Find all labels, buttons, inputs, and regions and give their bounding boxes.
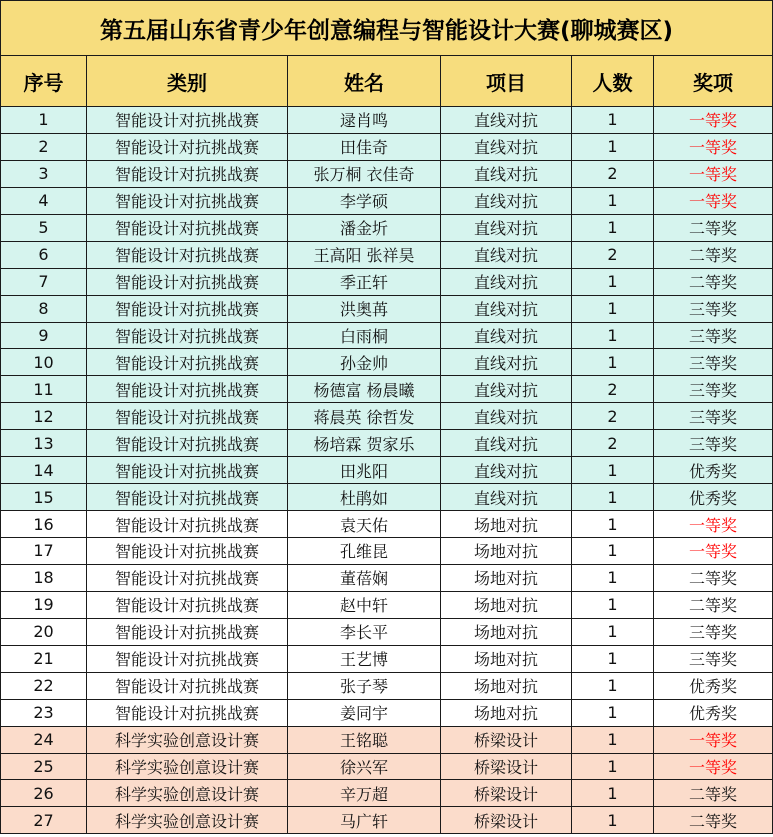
cell-award: 三等奖 — [654, 376, 773, 403]
cell-project: 直线对抗 — [441, 133, 572, 160]
cell-category: 智能设计对抗挑战赛 — [87, 133, 288, 160]
cell-name: 董蓓娴 — [288, 564, 441, 591]
table-title: 第五届山东省青少年创意编程与智能设计大赛(聊城赛区) — [1, 1, 773, 56]
cell-award: 三等奖 — [654, 645, 773, 672]
cell-name: 田佳奇 — [288, 133, 441, 160]
table-row — [1, 107, 773, 134]
table-row — [1, 511, 773, 538]
cell-no: 17 — [1, 538, 87, 565]
cell-count: 1 — [572, 780, 654, 807]
cell-project: 直线对抗 — [441, 241, 572, 268]
cell-project: 场地对抗 — [441, 645, 572, 672]
cell-name: 姜同宇 — [288, 699, 441, 726]
cell-project: 直线对抗 — [441, 160, 572, 187]
cell-award: 二等奖 — [654, 214, 773, 241]
cell-project: 直线对抗 — [441, 457, 572, 484]
cell-count: 1 — [572, 484, 654, 511]
table-body — [1, 107, 773, 834]
cell-category: 智能设计对抗挑战赛 — [87, 322, 288, 349]
cell-name: 田兆阳 — [288, 457, 441, 484]
cell-count: 1 — [572, 645, 654, 672]
cell-award: 一等奖 — [654, 538, 773, 565]
cell-count: 1 — [572, 672, 654, 699]
header-no: 序号 — [1, 56, 87, 107]
cell-count: 1 — [572, 133, 654, 160]
cell-name: 洪奥苒 — [288, 295, 441, 322]
cell-category: 科学实验创意设计赛 — [87, 726, 288, 753]
cell-category: 智能设计对抗挑战赛 — [87, 484, 288, 511]
cell-name: 徐兴军 — [288, 753, 441, 780]
cell-category: 智能设计对抗挑战赛 — [87, 403, 288, 430]
cell-category: 科学实验创意设计赛 — [87, 807, 288, 834]
cell-count: 2 — [572, 160, 654, 187]
cell-project: 场地对抗 — [441, 511, 572, 538]
cell-project: 桥梁设计 — [441, 753, 572, 780]
cell-project: 桥梁设计 — [441, 726, 572, 753]
cell-name: 袁天佑 — [288, 511, 441, 538]
cell-no: 25 — [1, 753, 87, 780]
cell-award: 优秀奖 — [654, 457, 773, 484]
table-row — [1, 753, 773, 780]
header-project: 项目 — [441, 56, 572, 107]
cell-project: 场地对抗 — [441, 672, 572, 699]
title-row — [1, 1, 773, 56]
cell-project: 场地对抗 — [441, 564, 572, 591]
cell-count: 1 — [572, 726, 654, 753]
table-row — [1, 376, 773, 403]
cell-award: 一等奖 — [654, 753, 773, 780]
cell-no: 16 — [1, 511, 87, 538]
cell-award: 二等奖 — [654, 241, 773, 268]
cell-category: 智能设计对抗挑战赛 — [87, 241, 288, 268]
cell-no: 10 — [1, 349, 87, 376]
cell-name: 张子琴 — [288, 672, 441, 699]
table-row — [1, 214, 773, 241]
cell-project: 直线对抗 — [441, 187, 572, 214]
cell-count: 1 — [572, 753, 654, 780]
cell-count: 1 — [572, 268, 654, 295]
cell-count: 1 — [572, 564, 654, 591]
cell-count: 1 — [572, 538, 654, 565]
cell-category: 智能设计对抗挑战赛 — [87, 511, 288, 538]
cell-project: 直线对抗 — [441, 376, 572, 403]
cell-award: 一等奖 — [654, 160, 773, 187]
cell-no: 3 — [1, 160, 87, 187]
cell-name: 辛万超 — [288, 780, 441, 807]
cell-category: 科学实验创意设计赛 — [87, 753, 288, 780]
table-row — [1, 160, 773, 187]
cell-award: 三等奖 — [654, 322, 773, 349]
cell-count: 1 — [572, 295, 654, 322]
cell-category: 智能设计对抗挑战赛 — [87, 564, 288, 591]
cell-no: 24 — [1, 726, 87, 753]
cell-no: 1 — [1, 107, 87, 134]
cell-name: 孔维昆 — [288, 538, 441, 565]
cell-project: 直线对抗 — [441, 484, 572, 511]
header-name: 姓名 — [288, 56, 441, 107]
cell-project: 场地对抗 — [441, 591, 572, 618]
cell-count: 2 — [572, 403, 654, 430]
cell-count: 2 — [572, 430, 654, 457]
cell-name: 马广轩 — [288, 807, 441, 834]
cell-category: 智能设计对抗挑战赛 — [87, 538, 288, 565]
cell-category: 智能设计对抗挑战赛 — [87, 268, 288, 295]
table-row — [1, 726, 773, 753]
table-row — [1, 538, 773, 565]
cell-category: 智能设计对抗挑战赛 — [87, 618, 288, 645]
cell-award: 一等奖 — [654, 187, 773, 214]
table-row — [1, 645, 773, 672]
cell-award: 二等奖 — [654, 564, 773, 591]
cell-no: 13 — [1, 430, 87, 457]
cell-category: 智能设计对抗挑战赛 — [87, 107, 288, 134]
cell-project: 直线对抗 — [441, 349, 572, 376]
table-row — [1, 403, 773, 430]
cell-award: 三等奖 — [654, 430, 773, 457]
cell-project: 直线对抗 — [441, 295, 572, 322]
cell-name: 季正轩 — [288, 268, 441, 295]
cell-no: 27 — [1, 807, 87, 834]
cell-count: 1 — [572, 699, 654, 726]
cell-category: 智能设计对抗挑战赛 — [87, 457, 288, 484]
cell-category: 智能设计对抗挑战赛 — [87, 187, 288, 214]
cell-no: 7 — [1, 268, 87, 295]
table-row — [1, 322, 773, 349]
cell-no: 8 — [1, 295, 87, 322]
cell-no: 9 — [1, 322, 87, 349]
cell-category: 智能设计对抗挑战赛 — [87, 591, 288, 618]
cell-category: 智能设计对抗挑战赛 — [87, 699, 288, 726]
table-row — [1, 295, 773, 322]
table-row — [1, 457, 773, 484]
cell-award: 一等奖 — [654, 726, 773, 753]
cell-count: 1 — [572, 618, 654, 645]
table-row — [1, 133, 773, 160]
cell-award: 一等奖 — [654, 511, 773, 538]
cell-award: 二等奖 — [654, 807, 773, 834]
table-row — [1, 699, 773, 726]
cell-count: 1 — [572, 107, 654, 134]
cell-no: 14 — [1, 457, 87, 484]
cell-no: 5 — [1, 214, 87, 241]
cell-project: 场地对抗 — [441, 618, 572, 645]
cell-project: 直线对抗 — [441, 268, 572, 295]
cell-category: 智能设计对抗挑战赛 — [87, 295, 288, 322]
cell-name: 逯肖鸣 — [288, 107, 441, 134]
cell-project: 直线对抗 — [441, 214, 572, 241]
cell-count: 1 — [572, 214, 654, 241]
cell-count: 1 — [572, 457, 654, 484]
table-row — [1, 430, 773, 457]
cell-no: 22 — [1, 672, 87, 699]
cell-award: 二等奖 — [654, 268, 773, 295]
cell-award: 三等奖 — [654, 403, 773, 430]
cell-name: 杨德富 杨晨曦 — [288, 376, 441, 403]
cell-project: 场地对抗 — [441, 538, 572, 565]
cell-project: 直线对抗 — [441, 403, 572, 430]
cell-no: 26 — [1, 780, 87, 807]
cell-name: 李学硕 — [288, 187, 441, 214]
cell-no: 23 — [1, 699, 87, 726]
table-row — [1, 807, 773, 834]
cell-category: 智能设计对抗挑战赛 — [87, 214, 288, 241]
cell-count: 2 — [572, 241, 654, 268]
cell-category: 智能设计对抗挑战赛 — [87, 645, 288, 672]
cell-project: 直线对抗 — [441, 430, 572, 457]
table-row — [1, 672, 773, 699]
cell-category: 智能设计对抗挑战赛 — [87, 672, 288, 699]
header-award: 奖项 — [654, 56, 773, 107]
cell-no: 12 — [1, 403, 87, 430]
cell-award: 二等奖 — [654, 591, 773, 618]
cell-project: 桥梁设计 — [441, 807, 572, 834]
cell-no: 19 — [1, 591, 87, 618]
table-row — [1, 349, 773, 376]
cell-no: 6 — [1, 241, 87, 268]
cell-category: 智能设计对抗挑战赛 — [87, 430, 288, 457]
cell-category: 智能设计对抗挑战赛 — [87, 160, 288, 187]
table-row — [1, 564, 773, 591]
cell-project: 桥梁设计 — [441, 780, 572, 807]
cell-count: 1 — [572, 349, 654, 376]
cell-award: 三等奖 — [654, 295, 773, 322]
cell-category: 智能设计对抗挑战赛 — [87, 376, 288, 403]
header-category: 类别 — [87, 56, 288, 107]
cell-project: 场地对抗 — [441, 699, 572, 726]
cell-name: 潘金圻 — [288, 214, 441, 241]
table-row — [1, 268, 773, 295]
cell-award: 一等奖 — [654, 107, 773, 134]
table-row — [1, 780, 773, 807]
cell-count: 1 — [572, 807, 654, 834]
cell-award: 优秀奖 — [654, 672, 773, 699]
cell-award: 一等奖 — [654, 133, 773, 160]
cell-name: 孙金帅 — [288, 349, 441, 376]
cell-no: 18 — [1, 564, 87, 591]
cell-name: 张万桐 衣佳奇 — [288, 160, 441, 187]
cell-count: 1 — [572, 187, 654, 214]
cell-name: 杨培霖 贺家乐 — [288, 430, 441, 457]
cell-count: 1 — [572, 591, 654, 618]
table-row — [1, 187, 773, 214]
cell-no: 15 — [1, 484, 87, 511]
cell-count: 1 — [572, 322, 654, 349]
cell-name: 王高阳 张祥昊 — [288, 241, 441, 268]
cell-name: 蒋晨英 徐哲发 — [288, 403, 441, 430]
cell-no: 4 — [1, 187, 87, 214]
cell-name: 杜鹃如 — [288, 484, 441, 511]
cell-name: 李长平 — [288, 618, 441, 645]
cell-name: 王铭聪 — [288, 726, 441, 753]
cell-no: 21 — [1, 645, 87, 672]
table-row — [1, 618, 773, 645]
cell-award: 二等奖 — [654, 780, 773, 807]
header-count: 人数 — [572, 56, 654, 107]
cell-project: 直线对抗 — [441, 322, 572, 349]
cell-award: 三等奖 — [654, 349, 773, 376]
cell-award: 优秀奖 — [654, 699, 773, 726]
table-row — [1, 241, 773, 268]
cell-category: 科学实验创意设计赛 — [87, 780, 288, 807]
cell-award: 三等奖 — [654, 618, 773, 645]
cell-name: 白雨桐 — [288, 322, 441, 349]
cell-name: 王艺博 — [288, 645, 441, 672]
cell-award: 优秀奖 — [654, 484, 773, 511]
cell-no: 2 — [1, 133, 87, 160]
cell-project: 直线对抗 — [441, 107, 572, 134]
cell-name: 赵中轩 — [288, 591, 441, 618]
cell-count: 2 — [572, 376, 654, 403]
table-row — [1, 484, 773, 511]
cell-no: 11 — [1, 376, 87, 403]
cell-no: 20 — [1, 618, 87, 645]
header-row — [1, 56, 773, 107]
table-row — [1, 591, 773, 618]
cell-category: 智能设计对抗挑战赛 — [87, 349, 288, 376]
cell-count: 1 — [572, 511, 654, 538]
